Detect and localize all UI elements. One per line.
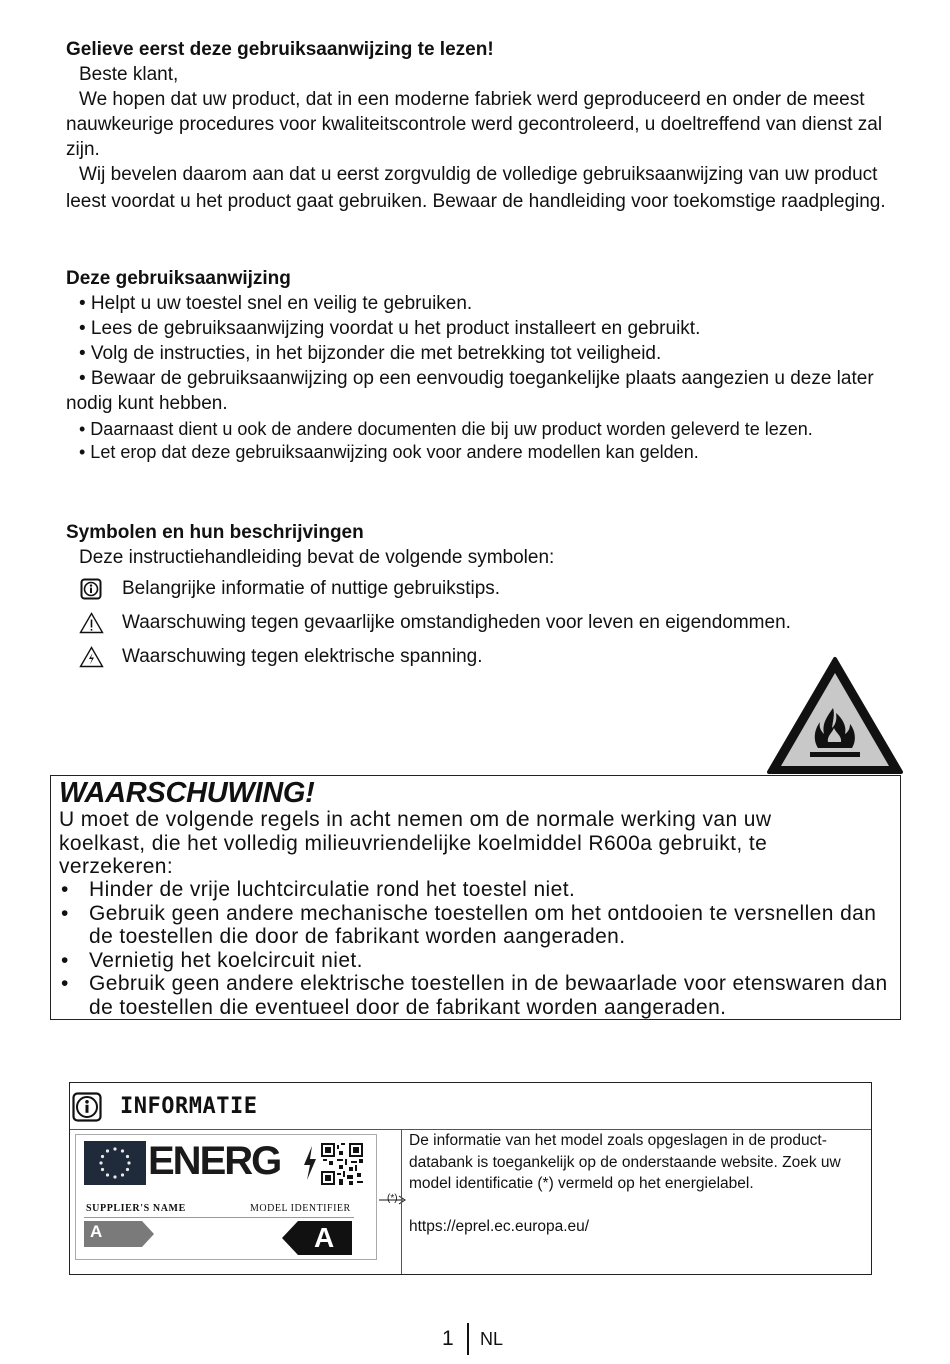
list-item: • Volg de instructies, in het bijzonder die met betrekking tot veiligheid. bbox=[79, 343, 662, 364]
lightning-icon bbox=[303, 1145, 317, 1181]
list-item: • Daarnaast dient u ook de andere documenten die bij uw product worden geleverd te lezen. bbox=[79, 419, 813, 439]
energy-label bbox=[75, 1134, 377, 1260]
warning-bullet-text: Gebruik geen andere elektrische toestellen in de bewaarlade voor etenswaren dan de toestellen die eventueel door de fabrikant worden aangeraden. bbox=[89, 972, 888, 1019]
eu-flag-icon bbox=[84, 1141, 146, 1185]
info-text-block bbox=[409, 1130, 859, 1237]
symbol-row-warning bbox=[66, 610, 896, 644]
info-header bbox=[70, 1083, 871, 1130]
symbols-intro: Deze instructiehandleiding bevat de volgende symbolen: bbox=[79, 547, 555, 568]
bullet-icon: • bbox=[61, 901, 69, 925]
info-icon bbox=[80, 578, 102, 600]
energy-band-letter: A bbox=[90, 1222, 103, 1241]
list-item: • Bewaar de gebruiksaanwijzing op een eenvoudig toegankelijke plaats aangezien u deze later nodig kunt hebben. bbox=[66, 368, 874, 414]
list-item bbox=[59, 878, 899, 902]
warning-list bbox=[59, 878, 899, 1019]
warning-intro: U moet de volgende regels in acht nemen om de normale werking van uw koelkast, die het volledig milieuvriendelijke koelmiddel R600a gebruikt, te verzekeren: bbox=[59, 808, 772, 878]
warning-bullet-text: Vernietig het koelcircuit niet. bbox=[89, 948, 363, 972]
intro-greeting: Beste klant, bbox=[79, 64, 179, 85]
energy-logo-text: ENERG bbox=[148, 1139, 281, 1183]
info-title: INFORMATIE bbox=[120, 1094, 258, 1119]
intro-heading: Gelieve eerst deze gebruiksaanwijzing te lezen! bbox=[66, 39, 494, 60]
list-item: • Let erop dat deze gebruiksaanwijzing ook voor andere modellen kan gelden. bbox=[79, 442, 699, 462]
flammable-warning-icon bbox=[766, 656, 904, 776]
warning-title: WAARSCHUWING! bbox=[59, 777, 315, 809]
model-marker: (*) bbox=[387, 1193, 398, 1204]
info-box bbox=[69, 1082, 872, 1275]
qr-code-icon bbox=[321, 1143, 363, 1185]
warning-bullet-text: Hinder de vrije luchtcirculatie rond het toestel niet. bbox=[89, 878, 576, 901]
model-identifier: MODEL IDENTIFIER bbox=[250, 1203, 351, 1214]
energy-class-arrow bbox=[282, 1221, 352, 1255]
symbol-text: Waarschuwing tegen elektrische spanning. bbox=[122, 646, 483, 667]
supplier-name: SUPPLIER'S NAME bbox=[86, 1203, 186, 1214]
label-divider bbox=[84, 1217, 354, 1218]
info-divider bbox=[401, 1129, 402, 1274]
energy-class-letter: A bbox=[314, 1222, 335, 1253]
symbol-text: Belangrijke informatie of nuttige gebruikstips. bbox=[122, 578, 501, 599]
list-item bbox=[59, 902, 899, 949]
list-item: • Helpt u uw toestel snel en veilig te gebruiken. bbox=[79, 293, 473, 314]
list-item bbox=[59, 949, 899, 973]
info-url-link[interactable]: https://eprel.ec.europa.eu/ bbox=[409, 1217, 590, 1235]
manual-heading: Deze gebruiksaanwijzing bbox=[66, 268, 291, 289]
page-number: 1 bbox=[442, 1327, 454, 1350]
warning-bullet-text: Gebruik geen andere mechanische toestellen om het ontdooien te versnellen dan de toestellen die door de fabrikant worden aangeraden. bbox=[89, 901, 877, 948]
warning-box bbox=[50, 775, 901, 1020]
intro-paragraph-1: We hopen dat uw product, dat in een moderne fabriek werd geproduceerd en onder de meest nauwkeurige procedures voor kwaliteitscontrole werd gecontroleerd, u doeltreffend van dienst zal zijn. bbox=[66, 89, 883, 160]
symbols-section bbox=[66, 520, 896, 678]
list-item: • Lees de gebruiksaanwijzing voordat u het product installeert en gebruikt. bbox=[79, 318, 701, 339]
intro-section bbox=[66, 37, 896, 215]
warning-triangle-icon bbox=[79, 612, 104, 634]
bullet-icon: • bbox=[61, 878, 69, 901]
electric-warning-icon bbox=[79, 646, 104, 668]
energy-band-a bbox=[84, 1221, 154, 1247]
language-code: NL bbox=[480, 1329, 504, 1349]
page-footer bbox=[442, 1323, 522, 1355]
symbol-row-info bbox=[66, 576, 896, 610]
list-item bbox=[59, 972, 899, 1019]
symbols-heading: Symbolen en hun beschrijvingen bbox=[66, 522, 364, 543]
info-icon bbox=[72, 1092, 102, 1122]
symbol-text: Waarschuwing tegen gevaarlijke omstandigheden voor leven en eigendommen. bbox=[122, 612, 791, 633]
bullet-icon: • bbox=[61, 972, 69, 995]
bullet-icon: • bbox=[61, 948, 69, 972]
footer-divider bbox=[467, 1323, 469, 1355]
manual-section bbox=[66, 266, 896, 464]
info-text: De informatie van het model zoals opgeslagen in de product-databank is toegankelijk op de onderstaande website. Zoek uw model identificatie (*) vermeld op het energielabel. bbox=[409, 1132, 841, 1192]
intro-paragraph-2: Wij bevelen daarom aan dat u eerst zorgvuldig de volledige gebruiksaanwijzing van uw product leest voordat u het product gaat gebruiken. Bewaar de handleiding voor toekomstige raadpleging. bbox=[66, 164, 886, 212]
